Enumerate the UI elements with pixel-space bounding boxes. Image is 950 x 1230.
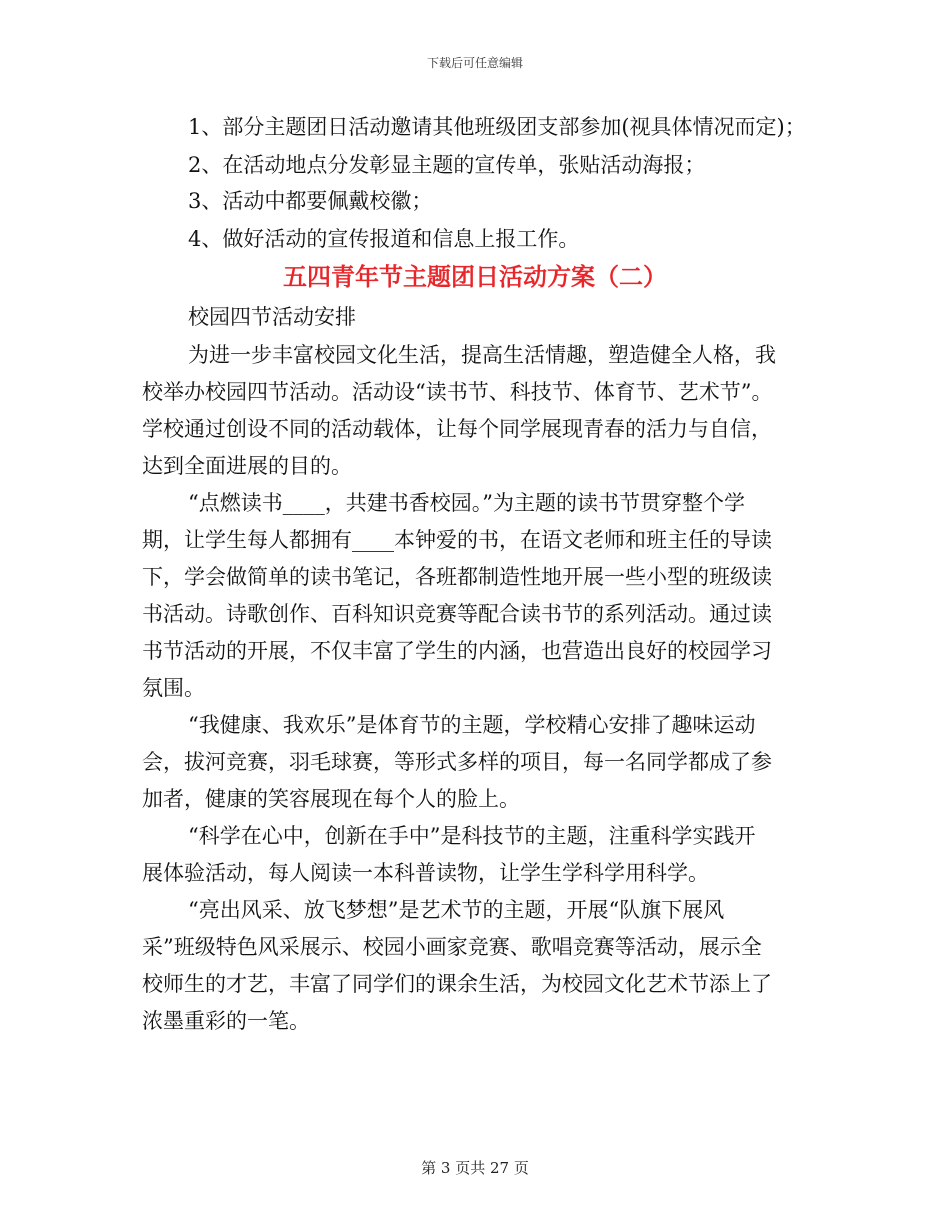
paragraph-line: 学校通过创设不同的活动载体，让每个同学展现青春的活力与自信， xyxy=(142,417,772,441)
paragraph-line: 校举办校园四节活动。活动设“读书节、科技节、体育节、艺术节”。 xyxy=(142,380,773,404)
list-item: 2、在活动地点分发彰显主题的宣传单，张贴活动海报； xyxy=(188,153,706,177)
paragraph-line: 下，学会做简单的读书笔记，各班都制造性地开展一些小型的班级读 xyxy=(142,565,772,589)
paragraph-line: 浓墨重彩的一笔。 xyxy=(142,1009,310,1033)
page-number: 第 3 页共 27 页 xyxy=(421,1159,529,1177)
paragraph-line: 氛围。 xyxy=(142,676,205,700)
paragraph-line: “科学在心中，创新在手中”是科技节的主题，注重科学实践开 xyxy=(188,824,756,848)
list-item: 3、活动中都要佩戴校徽； xyxy=(188,189,433,213)
paragraph-line: 展体验活动，每人阅读一本科普读物，让学生学科学用科学。 xyxy=(142,861,709,885)
paragraph-line: 达到全面进展的目的。 xyxy=(142,454,352,478)
section-title: 五四青年节主题团日活动方案（二） xyxy=(283,263,667,291)
list-item: 4、做好活动的宣传报道和信息上报工作。 xyxy=(188,227,580,251)
paragraph-line: “点燃读书____，共建书香校园。”为主题的读书节贯穿整个学 xyxy=(188,491,745,515)
paragraph-line: 书节活动的开展，不仅丰富了学生的内涵，也营造出良好的校园学习 xyxy=(142,639,772,663)
paragraph-line: 书活动。诗歌创作、百科知识竞赛等配合读书节的系列活动。通过读 xyxy=(142,602,772,626)
paragraph-line: “亮出风采、放飞梦想”是艺术节的主题，开展“队旗下展风 xyxy=(188,898,725,922)
page-header-note: 下载后可任意编辑 xyxy=(426,56,523,70)
paragraph-line: 为进一步丰富校园文化生活，提高生活情趣，塑造健全人格，我 xyxy=(188,343,776,367)
paragraph-line: 采”班级特色风采展示、校园小画家竞赛、歌唱竞赛等活动，展示全 xyxy=(142,935,762,959)
section-subtitle: 校园四节活动安排 xyxy=(188,305,356,329)
paragraph-line: 会，拔河竞赛，羽毛球赛，等形式多样的项目，每一名同学都成了参 xyxy=(142,750,772,774)
paragraph-line: 校师生的才艺，丰富了同学们的课余生活，为校园文化艺术节添上了 xyxy=(142,972,772,996)
paragraph-line: 期，让学生每人都拥有____本钟爱的书，在语文老师和班主任的导读 xyxy=(142,528,772,552)
paragraph-line: “我健康、我欢乐”是体育节的主题，学校精心安排了趣味运动 xyxy=(188,713,756,737)
paragraph-line: 加者，健康的笑容展现在每个人的脸上。 xyxy=(142,787,520,811)
list-item: 1、部分主题团日活动邀请其他班级团支部参加(视具体情况而定)； xyxy=(188,115,806,139)
